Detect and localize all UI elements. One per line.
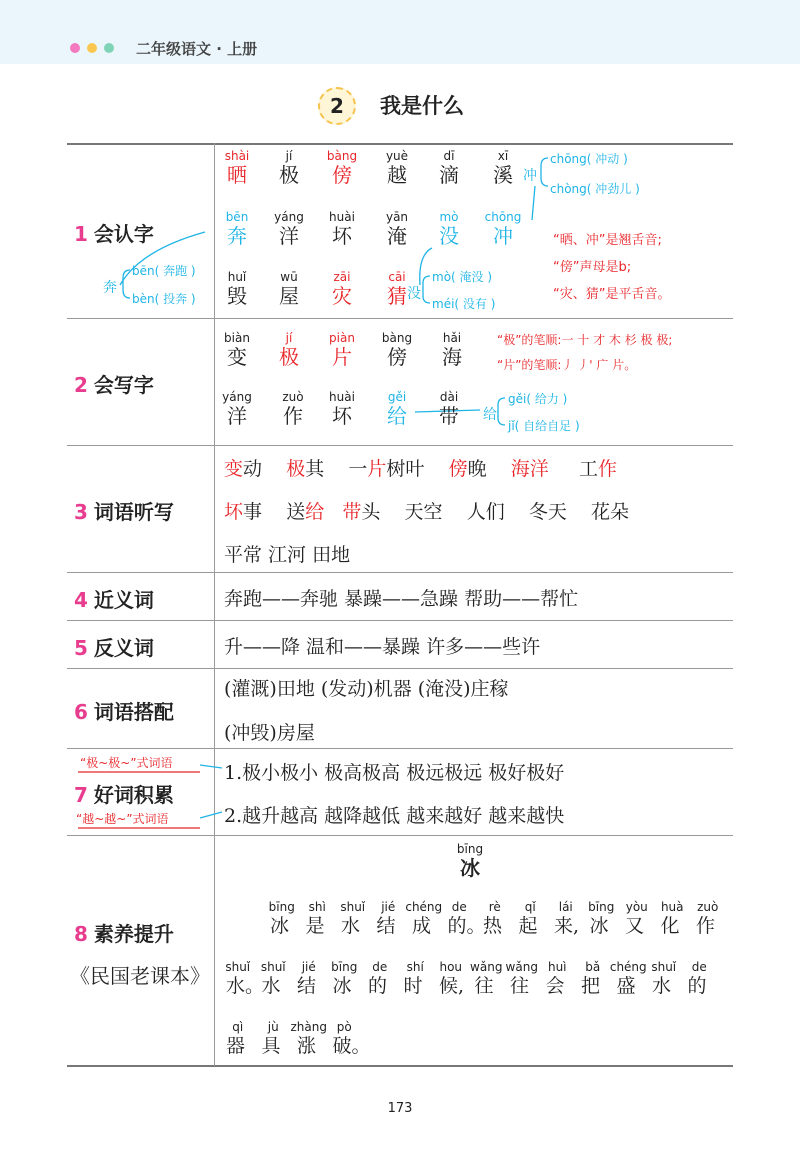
character-cell bbox=[267, 331, 311, 369]
hanzi: 往 bbox=[510, 975, 530, 997]
pinyin: huì bbox=[547, 960, 567, 974]
word-fragment bbox=[573, 501, 591, 523]
word-fragment bbox=[268, 458, 286, 480]
hanzi: 水 bbox=[652, 975, 672, 997]
character-cell bbox=[427, 390, 471, 428]
polyphone-ben-2: bèn( 投奔 ) bbox=[132, 292, 196, 306]
word-fragment: 变 bbox=[224, 458, 244, 480]
pinyin: shí bbox=[406, 960, 424, 974]
good-words-line-2: 2.越升越高 越降越低 越来越好 越来越快 bbox=[224, 805, 565, 827]
poem-character bbox=[360, 960, 400, 998]
character-cell bbox=[320, 331, 364, 369]
pairing-line-1: (灌溉)田地 (发动)机器 (淹没)庄稼 bbox=[224, 678, 509, 700]
pinyin: shuǐ bbox=[340, 900, 366, 914]
pinyin: bàng bbox=[326, 149, 358, 163]
hanzi: 具 bbox=[261, 1035, 281, 1057]
hanzi: 的。 bbox=[447, 915, 486, 937]
poem-character bbox=[254, 1020, 294, 1058]
hanzi: 又 bbox=[625, 915, 645, 937]
hanzi: 溪 bbox=[493, 163, 513, 187]
pinyin: shuǐ bbox=[260, 960, 286, 974]
pinyin: chōng bbox=[484, 210, 522, 224]
word-fragment: 花朵 bbox=[591, 501, 630, 523]
pinyin: yān bbox=[385, 210, 409, 224]
antonyms-line: 升——降 温和——暴躁 许多——些许 bbox=[224, 636, 541, 658]
pinyin: wū bbox=[280, 270, 298, 284]
poem-character bbox=[289, 960, 329, 998]
hanzi: 把 bbox=[581, 975, 601, 997]
word-fragment: 冬天 bbox=[528, 501, 573, 523]
pinyin: bīng bbox=[588, 900, 615, 914]
pinyin: jié bbox=[381, 900, 396, 914]
hanzi: 洋 bbox=[227, 404, 247, 428]
hanzi: 往 bbox=[474, 975, 494, 997]
pinyin: de bbox=[372, 960, 388, 974]
word-fragment: 给 bbox=[305, 501, 325, 523]
hanzi: 候, bbox=[439, 975, 465, 997]
hanzi: 极 bbox=[279, 345, 299, 369]
pinyin: shuǐ bbox=[225, 960, 251, 974]
pinyin: jí bbox=[285, 149, 293, 163]
poem-character bbox=[298, 900, 338, 938]
poem-character bbox=[218, 960, 265, 998]
pinyin: biàn bbox=[224, 331, 250, 345]
character-cell bbox=[375, 331, 419, 369]
pinyin: shài bbox=[224, 149, 250, 163]
hanzi: 坏 bbox=[332, 404, 352, 428]
hanzi: 结 bbox=[297, 975, 317, 997]
pinyin: bīng bbox=[331, 960, 358, 974]
pinyin: shuǐ bbox=[651, 960, 677, 974]
hanzi: 来, bbox=[554, 915, 580, 937]
character-cell bbox=[375, 390, 419, 428]
word-fragment: 人们 bbox=[466, 501, 511, 523]
pairing-line-2: (冲毁)房屋 bbox=[224, 722, 315, 744]
pinyin: hou bbox=[439, 960, 463, 974]
word-fragment: 工 bbox=[566, 458, 598, 480]
poem-character bbox=[617, 900, 657, 938]
dictation-line-3: 平常 江河 田地 bbox=[224, 544, 351, 566]
section-label-dictation: 3 词语听写 bbox=[74, 500, 174, 524]
hanzi: 作 bbox=[696, 915, 716, 937]
hanzi: 奔 bbox=[227, 224, 247, 248]
hanzi: 给 bbox=[387, 404, 407, 428]
polyphone-mo-2: méi( 没有 ) bbox=[432, 297, 496, 311]
hanzi: 结 bbox=[376, 915, 396, 937]
dictation-line-2 bbox=[224, 497, 629, 524]
character-cell bbox=[215, 331, 259, 369]
word-fragment: 天空 bbox=[404, 501, 449, 523]
word-fragment: 傍 bbox=[448, 458, 468, 480]
pinyin: zuò bbox=[282, 390, 304, 404]
word-fragment bbox=[268, 501, 286, 523]
word-fragment: 送 bbox=[286, 501, 306, 523]
pinyin: bǎ bbox=[585, 960, 601, 974]
hanzi: 毁 bbox=[227, 284, 247, 308]
lesson-title: 我是什么 bbox=[380, 94, 464, 118]
pinyin: de bbox=[451, 900, 467, 914]
polyphone-gei-char: 给 bbox=[483, 407, 497, 423]
pinyin: jí bbox=[285, 331, 293, 345]
word-fragment bbox=[330, 458, 348, 480]
pinyin: bàng bbox=[381, 331, 413, 345]
pinyin: yáng bbox=[222, 390, 252, 404]
good-words-note-2: “越~越~”式词语 bbox=[76, 812, 169, 826]
word-fragment: 带 bbox=[342, 501, 362, 523]
pinyin: shì bbox=[308, 900, 326, 914]
hanzi: 滴 bbox=[439, 163, 459, 187]
word-fragment bbox=[430, 458, 448, 480]
hanzi: 越 bbox=[387, 163, 407, 187]
hanzi: 涨 bbox=[297, 1035, 317, 1057]
pinyin: dài bbox=[439, 390, 459, 404]
section-label-synonyms: 4 近义词 bbox=[74, 588, 154, 612]
word-fragment: 动 bbox=[243, 458, 269, 480]
hanzi: 猜 bbox=[387, 284, 407, 308]
pinyin: de bbox=[691, 960, 707, 974]
section-label-good-words: 7 好词积累 bbox=[74, 783, 174, 807]
dictation-line-1 bbox=[224, 454, 617, 481]
pronunciation-note-3: “灾、猜”是平舌音。 bbox=[553, 287, 671, 302]
hanzi: 水 bbox=[341, 915, 361, 937]
pinyin: bēn bbox=[225, 210, 249, 224]
poem-character bbox=[546, 900, 586, 938]
polyphone-gei-1: gěi( 给力 ) bbox=[508, 392, 568, 406]
hanzi: 水 bbox=[261, 975, 281, 997]
hanzi: 极 bbox=[279, 163, 299, 187]
word-fragment: 头 bbox=[361, 501, 387, 523]
word-fragment: 极 bbox=[286, 458, 306, 480]
hanzi: 片 bbox=[332, 345, 352, 369]
hanzi: 傍 bbox=[332, 163, 352, 187]
pinyin: yáng bbox=[274, 210, 304, 224]
book-title: 二年级语文 · 上册 bbox=[136, 40, 258, 58]
stroke-order-note-2: “片”的笔顺:丿 丿' 广 片。 bbox=[497, 358, 637, 372]
poem-character bbox=[502, 960, 542, 998]
pinyin: yuè bbox=[385, 149, 409, 163]
hanzi: 没 bbox=[439, 224, 459, 248]
poem-character bbox=[404, 900, 444, 938]
word-fragment bbox=[324, 501, 342, 523]
pinyin: chéng bbox=[405, 900, 443, 914]
hanzi: 起 bbox=[518, 915, 538, 937]
section-label-write: 2 会写字 bbox=[74, 373, 154, 397]
hanzi: 成 bbox=[412, 915, 432, 937]
poem-character bbox=[688, 900, 728, 938]
hanzi: 冰 bbox=[270, 915, 290, 937]
word-fragment: 作 bbox=[598, 458, 618, 480]
word-fragment bbox=[511, 501, 529, 523]
pinyin: pò bbox=[336, 1020, 352, 1034]
hanzi: 洋 bbox=[279, 224, 299, 248]
polyphone-chong-2: chòng( 冲劲儿 ) bbox=[550, 182, 640, 196]
pinyin: huà bbox=[660, 900, 684, 914]
source-book: 《民国老课本》 bbox=[70, 964, 210, 988]
polyphone-gei-2: jǐ( 自给自足 ) bbox=[508, 419, 580, 433]
character-cell bbox=[320, 390, 364, 428]
hanzi: 是 bbox=[305, 915, 325, 937]
pinyin: lái bbox=[558, 900, 573, 914]
word-fragment: 事 bbox=[243, 501, 269, 523]
pinyin: huài bbox=[329, 390, 355, 404]
synonyms-line: 奔跑——奔驰 暴躁——急躁 帮助——帮忙 bbox=[224, 588, 579, 610]
pinyin: yòu bbox=[625, 900, 648, 914]
pinyin: zhàng bbox=[290, 1020, 327, 1034]
hanzi: 淹 bbox=[387, 224, 407, 248]
pinyin: jié bbox=[301, 960, 316, 974]
pinyin: hǎi bbox=[442, 331, 462, 345]
hanzi: 的 bbox=[368, 975, 388, 997]
hanzi: 热 bbox=[483, 915, 503, 937]
poem-character bbox=[431, 960, 471, 998]
word-fragment: 海洋 bbox=[510, 458, 549, 480]
word-fragment: 片 bbox=[367, 458, 387, 480]
hanzi: 冲 bbox=[493, 224, 513, 248]
pinyin: wǎng bbox=[505, 960, 538, 974]
poem-character bbox=[325, 1020, 371, 1058]
hanzi: 水。 bbox=[226, 975, 265, 997]
poem-character bbox=[262, 900, 302, 938]
polyphone-mo-char: 没 bbox=[407, 286, 421, 302]
word-fragment bbox=[493, 458, 511, 480]
word-fragment: 坏 bbox=[224, 501, 244, 523]
polyphone-chong-char: 冲 bbox=[523, 168, 537, 184]
word-fragment: 其 bbox=[305, 458, 331, 480]
page-number: 173 bbox=[387, 1101, 413, 1116]
section-label-pairing: 6 词语搭配 bbox=[74, 700, 174, 724]
pinyin: dī bbox=[443, 149, 455, 163]
stroke-order-note-1: “极”的笔顺:一 十 才 木 杉 极 极; bbox=[497, 333, 673, 347]
poem-character bbox=[254, 960, 294, 998]
pinyin: zāi bbox=[333, 270, 351, 284]
poem-character bbox=[369, 900, 409, 938]
poem-character bbox=[218, 1020, 258, 1058]
lesson-number-badge: 2 bbox=[318, 87, 356, 125]
good-words-line-1: 1.极小极小 极高极高 极远极远 极好极好 bbox=[224, 762, 565, 784]
pinyin: rè bbox=[488, 900, 501, 914]
pinyin: mò bbox=[439, 210, 459, 224]
section-label-antonyms: 5 反义词 bbox=[74, 636, 154, 660]
pinyin: bīng bbox=[268, 900, 295, 914]
hanzi: 作 bbox=[283, 404, 303, 428]
hanzi: 化 bbox=[660, 915, 680, 937]
hanzi: 盛 bbox=[616, 975, 636, 997]
pinyin: xī bbox=[497, 149, 509, 163]
hanzi: 傍 bbox=[387, 345, 407, 369]
poem-character bbox=[644, 960, 684, 998]
poem-character bbox=[653, 900, 693, 938]
hanzi: 屋 bbox=[279, 284, 299, 308]
poem-character bbox=[467, 960, 507, 998]
word-fragment bbox=[449, 501, 467, 523]
word-fragment: 一 bbox=[348, 458, 368, 480]
pinyin: huài bbox=[329, 210, 355, 224]
pinyin: jù bbox=[267, 1020, 279, 1034]
pinyin: chéng bbox=[609, 960, 647, 974]
hanzi: 晒 bbox=[227, 163, 247, 187]
pinyin: piàn bbox=[329, 331, 355, 345]
good-words-note-1: “极~极~”式词语 bbox=[80, 756, 173, 770]
hanzi: 海 bbox=[442, 345, 462, 369]
poem-character bbox=[538, 960, 578, 998]
pinyin: qǐ bbox=[524, 900, 536, 914]
pinyin: qì bbox=[232, 1020, 244, 1034]
character-cell bbox=[215, 390, 259, 428]
hanzi: 的 bbox=[687, 975, 707, 997]
pinyin: zuò bbox=[697, 900, 719, 914]
section-label-literacy: 8 素养提升 bbox=[74, 922, 174, 946]
hanzi: 破。 bbox=[332, 1035, 371, 1057]
poem-character bbox=[289, 1020, 329, 1058]
poem-character bbox=[333, 900, 373, 938]
hanzi: 带 bbox=[439, 404, 459, 428]
hanzi: 冰 bbox=[589, 915, 609, 937]
hanzi: 冰 bbox=[332, 975, 352, 997]
character-cell bbox=[271, 390, 315, 428]
poem-character bbox=[511, 900, 551, 938]
pronunciation-note-1: “晒、冲”是翘舌音; bbox=[553, 233, 662, 248]
word-fragment bbox=[386, 501, 404, 523]
poem-character bbox=[325, 960, 365, 998]
poem-character bbox=[609, 960, 649, 998]
character-cell bbox=[430, 331, 474, 369]
poem-character bbox=[582, 900, 622, 938]
polyphone-ben-1: bēn( 奔跑 ) bbox=[132, 264, 196, 278]
pinyin: cāi bbox=[388, 270, 406, 284]
hanzi: 变 bbox=[227, 345, 247, 369]
hanzi: 时 bbox=[403, 975, 423, 997]
poem-character bbox=[440, 900, 486, 938]
polyphone-mo-1: mò( 淹没 ) bbox=[432, 270, 493, 284]
pinyin: wǎng bbox=[470, 960, 503, 974]
hanzi: 灾 bbox=[332, 284, 352, 308]
hanzi: 坏 bbox=[332, 224, 352, 248]
poem-character bbox=[680, 960, 720, 998]
word-fragment: 晚 bbox=[467, 458, 493, 480]
poem-character bbox=[396, 960, 436, 998]
polyphone-chong-1: chōng( 冲动 ) bbox=[550, 152, 628, 166]
pronunciation-note-2: “傍”声母是b; bbox=[553, 260, 632, 275]
word-fragment: 树叶 bbox=[386, 458, 431, 480]
hanzi: 器 bbox=[226, 1035, 246, 1057]
word-fragment bbox=[549, 458, 567, 480]
poem-character bbox=[475, 900, 515, 938]
section-label-recognize: 1 会认字 bbox=[74, 222, 154, 246]
poem-title: bīng 冰 bbox=[456, 842, 484, 880]
polyphone-ben-char: 奔 bbox=[103, 280, 117, 296]
hanzi: 会 bbox=[545, 975, 565, 997]
pinyin: huǐ bbox=[227, 270, 247, 284]
poem-character bbox=[573, 960, 613, 998]
pinyin: gěi bbox=[387, 390, 407, 404]
